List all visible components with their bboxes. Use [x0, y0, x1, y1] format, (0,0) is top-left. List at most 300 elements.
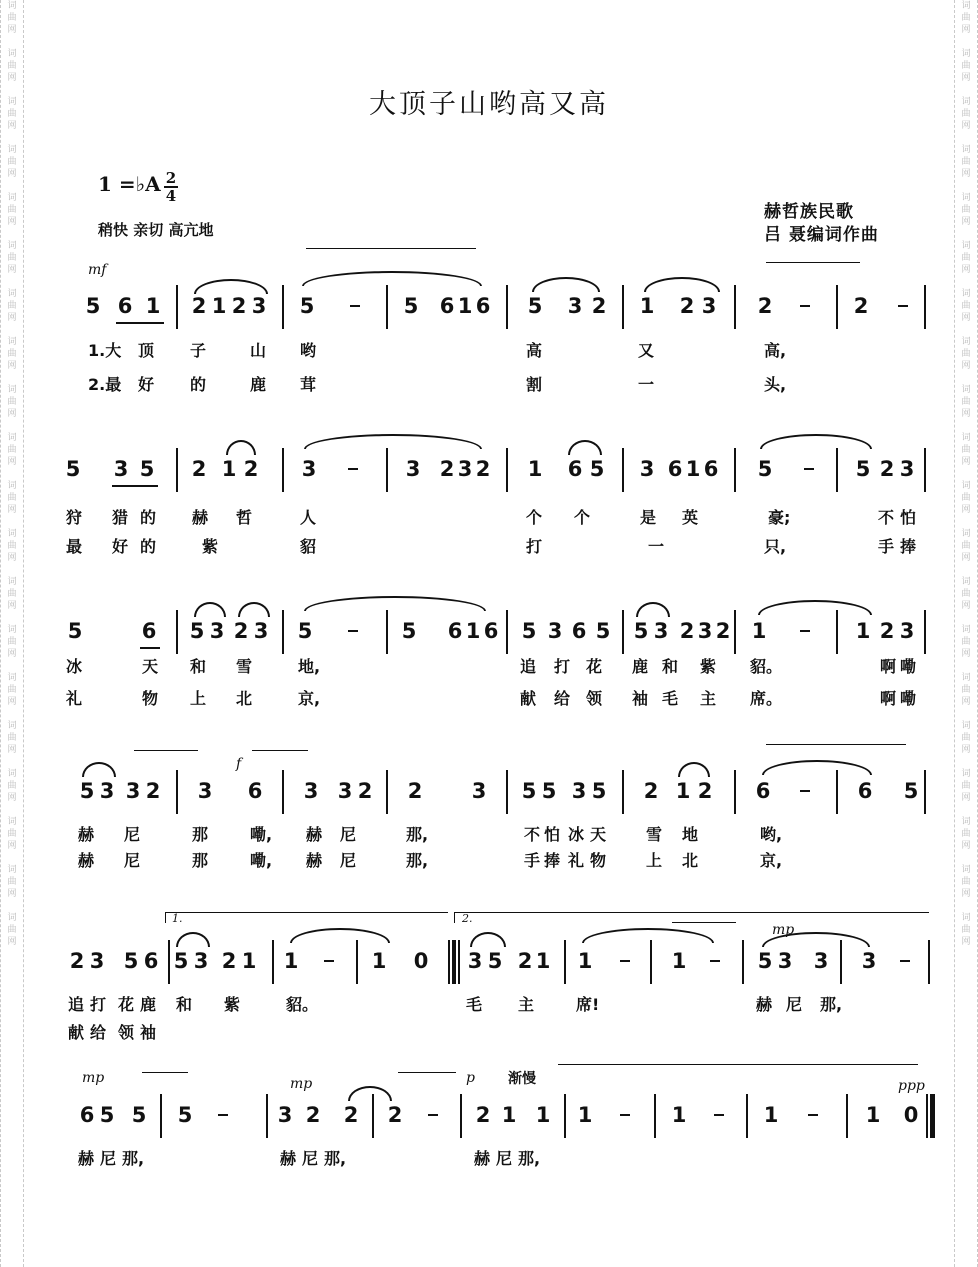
score-line-5	[60, 940, 940, 980]
note: 3	[639, 457, 655, 481]
note: 2	[475, 457, 491, 481]
lyric-syllable: 赫	[306, 851, 323, 870]
note: 1	[675, 779, 691, 803]
watermark-char: 曲	[7, 589, 17, 599]
lyrics-line-3-verse-2	[60, 686, 940, 710]
note: 6	[247, 779, 263, 803]
lyric-syllable: 猎	[112, 508, 129, 527]
lyrics-line-1-verse-2	[60, 372, 940, 396]
lyrics-line-6	[60, 1146, 940, 1170]
note: 3	[861, 949, 877, 973]
note: 5	[139, 457, 155, 481]
slur	[762, 760, 872, 775]
note: 1	[577, 949, 593, 973]
beam	[112, 485, 158, 487]
watermark-gap	[955, 804, 977, 816]
watermark-char: 网	[961, 265, 971, 275]
note: 2	[879, 457, 895, 481]
note: 6	[143, 949, 159, 973]
watermark-char: 词	[7, 97, 17, 107]
lyric-syllable: 和	[176, 995, 193, 1014]
watermark-strip-left	[0, 0, 24, 1267]
note: 1	[241, 949, 257, 973]
lyric-syllable: 尼	[496, 1149, 513, 1168]
lyric-syllable: 尼	[124, 825, 141, 844]
note: 3	[337, 779, 353, 803]
lyric-syllable: 献	[520, 689, 537, 708]
slur	[678, 762, 710, 777]
lyric-syllable: 茸	[300, 375, 317, 394]
note: 1	[855, 619, 871, 643]
note: 6	[447, 619, 463, 643]
note: 5	[521, 619, 537, 643]
watermark-char: 网	[961, 25, 971, 35]
watermark-char: 词	[961, 97, 971, 107]
barline	[836, 610, 838, 654]
barline	[458, 940, 460, 984]
note: 3	[547, 619, 563, 643]
watermark-gap	[1, 276, 23, 288]
note: 5	[85, 294, 101, 318]
slur	[194, 602, 226, 617]
lyric-syllable: 尼	[100, 1149, 117, 1168]
note: 5	[79, 779, 95, 803]
note: 5	[299, 294, 315, 318]
lyric-syllable: 领	[118, 1023, 135, 1042]
watermark-char: 网	[7, 793, 17, 803]
note: 1	[283, 949, 299, 973]
lyric-syllable: 领	[586, 689, 603, 708]
crescendo-mark	[306, 248, 476, 257]
barline	[386, 770, 388, 814]
note: 1	[671, 949, 687, 973]
lyric-syllable: 物	[590, 851, 607, 870]
watermark-char: 曲	[7, 61, 17, 71]
note: 5	[527, 294, 543, 318]
lyric-syllable: 赫	[306, 825, 323, 844]
lyric-syllable: 赫	[280, 1149, 297, 1168]
note: 5	[757, 949, 773, 973]
watermark-char: 曲	[7, 541, 17, 551]
watermark-char: 曲	[961, 637, 971, 647]
slur	[636, 602, 670, 617]
note: 5	[403, 294, 419, 318]
lyric-syllable: 上	[190, 689, 207, 708]
watermark-char: 网	[7, 697, 17, 707]
note: 5	[521, 779, 537, 803]
lyric-syllable: 个	[574, 508, 591, 527]
watermark-gap	[1, 180, 23, 192]
note: 5	[177, 1103, 193, 1127]
lyric-syllable: 捧	[544, 851, 561, 870]
note: 1	[535, 949, 551, 973]
watermark-gap	[955, 708, 977, 720]
lyric-syllable: 狩	[66, 508, 83, 527]
lyric-syllable: 给	[554, 689, 571, 708]
lyric-syllable: 好	[112, 537, 129, 556]
barline	[168, 940, 170, 984]
lyric-syllable: 献	[68, 1023, 85, 1042]
watermark-char: 词	[961, 529, 971, 539]
watermark-char: 曲	[961, 301, 971, 311]
note: 1	[751, 619, 767, 643]
note: 1	[577, 1103, 593, 1127]
watermark-char: 曲	[961, 733, 971, 743]
watermark-char: 网	[7, 889, 17, 899]
note: 5	[189, 619, 205, 643]
watermark-char: 网	[7, 601, 17, 611]
watermark-gap	[1, 516, 23, 528]
barline	[386, 610, 388, 654]
barline	[386, 448, 388, 492]
barline	[928, 940, 930, 984]
note: 5	[757, 457, 773, 481]
barline	[836, 448, 838, 492]
watermark-gap	[955, 468, 977, 480]
note: 1	[371, 949, 387, 973]
lyric-syllable: 毛	[662, 689, 679, 708]
barline	[622, 285, 624, 329]
lyric-syllable: 一	[648, 537, 665, 556]
watermark-char: 词	[961, 481, 971, 491]
lyric-syllable: 毛	[466, 995, 483, 1014]
watermark-gap	[1, 900, 23, 912]
note: 3	[193, 949, 209, 973]
note: 2	[591, 294, 607, 318]
barline	[266, 1094, 268, 1138]
lyric-syllable: 怕	[544, 825, 561, 844]
slur	[758, 600, 872, 615]
lyric-syllable: 袖	[140, 1023, 157, 1042]
final-barline-thick	[930, 1094, 935, 1138]
note: 2	[243, 457, 259, 481]
note: 6	[483, 619, 499, 643]
note: 3	[197, 779, 213, 803]
lyric-syllable: 北	[236, 689, 253, 708]
repeat-barline	[448, 940, 450, 984]
dynamic-mp: mp	[290, 1076, 313, 1092]
watermark-char: 词	[7, 433, 17, 443]
watermark-char: 曲	[7, 205, 17, 215]
note: 6	[141, 619, 157, 643]
crescendo-mark	[766, 744, 906, 753]
watermark-char: 网	[7, 409, 17, 419]
watermark-gap	[955, 372, 977, 384]
lyric-syllable: 礼	[568, 851, 585, 870]
slur	[470, 932, 506, 947]
note: 2	[145, 779, 161, 803]
watermark-char: 曲	[7, 301, 17, 311]
dash	[324, 960, 334, 962]
barline	[564, 1094, 566, 1138]
watermark-char: 网	[961, 169, 971, 179]
lyric-syllable: 赫	[756, 995, 773, 1014]
watermark-char: 词	[7, 337, 17, 347]
dash	[800, 790, 810, 792]
lyric-syllable: 嘞	[900, 657, 917, 676]
watermark-char: 词	[7, 817, 17, 827]
watermark-gap	[1, 468, 23, 480]
watermark-gap	[1, 36, 23, 48]
watermark-char: 曲	[7, 637, 17, 647]
lyric-syllable: 高	[526, 341, 543, 360]
watermark-char: 曲	[7, 109, 17, 119]
watermark-gap	[1, 804, 23, 816]
barline	[386, 285, 388, 329]
lyric-syllable: 子	[190, 341, 207, 360]
slur	[348, 1086, 392, 1101]
note: 3	[697, 619, 713, 643]
note: 6	[475, 294, 491, 318]
lyric-syllable: 冰	[568, 825, 585, 844]
watermark-strip-right	[954, 0, 978, 1267]
watermark-char: 曲	[961, 589, 971, 599]
note: 2	[715, 619, 731, 643]
watermark-char: 词	[961, 721, 971, 731]
note: 2	[697, 779, 713, 803]
watermark-char: 词	[7, 385, 17, 395]
dash	[218, 1114, 228, 1116]
lyric-syllable: 赫	[474, 1149, 491, 1168]
dash	[714, 1114, 724, 1116]
lyric-syllable: 不	[878, 508, 895, 527]
dynamic-mf: mf	[88, 262, 107, 278]
note: 3	[653, 619, 669, 643]
lyric-syllable: 打	[90, 995, 107, 1014]
watermark-gap	[1, 228, 23, 240]
barline	[272, 940, 274, 984]
note: 3	[701, 294, 717, 318]
volta-2-label: 2.	[462, 912, 473, 925]
watermark-gap	[955, 564, 977, 576]
lyric-syllable: 尼	[786, 995, 803, 1014]
note: 1	[145, 294, 161, 318]
lyric-syllable: 紫	[202, 537, 219, 556]
lyric-syllable: 主	[518, 995, 535, 1014]
watermark-char: 网	[961, 361, 971, 371]
watermark-char: 词	[7, 769, 17, 779]
watermark-char: 曲	[961, 13, 971, 23]
watermark-char: 曲	[7, 829, 17, 839]
lyric-syllable: 紫	[700, 657, 717, 676]
note: 6	[755, 779, 771, 803]
lyric-syllable: 貂	[300, 537, 317, 556]
watermark-gap	[1, 564, 23, 576]
lyric-syllable: 赫	[78, 1149, 95, 1168]
note: 5	[855, 457, 871, 481]
watermark-char: 词	[7, 289, 17, 299]
note: 3	[571, 779, 587, 803]
slur	[238, 602, 270, 617]
lyric-syllable: 给	[90, 1023, 107, 1042]
watermark-char: 词	[7, 577, 17, 587]
lyric-syllable: 尼	[340, 851, 357, 870]
dash	[350, 305, 360, 307]
score-line-2	[60, 448, 940, 488]
lyric-syllable: 地,	[298, 657, 321, 676]
dynamic-mp: mp	[82, 1070, 105, 1086]
watermark-gap	[955, 612, 977, 624]
watermark-char: 网	[7, 121, 17, 131]
barline	[924, 448, 926, 492]
barline	[160, 1094, 162, 1138]
note: 2	[517, 949, 533, 973]
watermark-gap	[1, 420, 23, 432]
note: 5	[99, 1103, 115, 1127]
note: 0	[903, 1103, 919, 1127]
watermark-char: 曲	[7, 493, 17, 503]
lyrics-line-5-verse-2	[60, 1020, 940, 1044]
watermark-char: 网	[7, 505, 17, 515]
note: 3	[467, 949, 483, 973]
beam	[140, 647, 160, 649]
note: 3	[899, 457, 915, 481]
lyric-syllable: 追	[520, 657, 537, 676]
lyric-syllable: 的	[140, 537, 157, 556]
watermark-gap	[1, 324, 23, 336]
watermark-char: 曲	[961, 445, 971, 455]
decrescendo-mark	[142, 1072, 188, 1081]
watermark-char: 曲	[7, 685, 17, 695]
watermark-gap	[955, 420, 977, 432]
slur	[760, 434, 872, 449]
note: 5	[589, 457, 605, 481]
lyric-syllable: 上	[646, 851, 663, 870]
lyric-syllable: 主	[700, 689, 717, 708]
note: 3	[899, 619, 915, 643]
barline	[282, 285, 284, 329]
note: 5	[65, 457, 81, 481]
watermark-char: 曲	[961, 109, 971, 119]
slur	[302, 271, 482, 286]
watermark-char: 词	[7, 625, 17, 635]
ritardando-marking: 渐慢	[508, 1071, 536, 1087]
barline	[506, 448, 508, 492]
watermark-char: 曲	[7, 349, 17, 359]
barline	[650, 940, 652, 984]
note: 2	[475, 1103, 491, 1127]
decrescendo-mark	[252, 750, 308, 759]
lyric-syllable: 是	[640, 508, 657, 527]
repeat-barline-thick	[452, 940, 456, 984]
lyric-syllable: 英	[682, 508, 699, 527]
slur	[644, 277, 720, 292]
note: 2	[387, 1103, 403, 1127]
lyric-syllable: 京,	[298, 689, 321, 708]
lyric-syllable: 紫	[224, 995, 241, 1014]
lyric-syllable: 人	[300, 508, 317, 527]
watermark-char: 词	[961, 625, 971, 635]
note: 2	[231, 294, 247, 318]
lyrics-line-5-verse-1	[60, 992, 940, 1016]
note: 2	[221, 949, 237, 973]
watermark-char: 曲	[961, 877, 971, 887]
note: 3	[457, 457, 473, 481]
note: 0	[413, 949, 429, 973]
watermark-char: 曲	[7, 397, 17, 407]
beam	[116, 322, 164, 324]
watermark-char: 词	[7, 481, 17, 491]
watermark-gap	[955, 132, 977, 144]
note: 3	[125, 779, 141, 803]
note: 5	[595, 619, 611, 643]
watermark-char: 曲	[7, 733, 17, 743]
watermark-char: 网	[961, 409, 971, 419]
lyric-syllable: 打	[526, 537, 543, 556]
watermark-char: 曲	[961, 61, 971, 71]
barline	[506, 285, 508, 329]
note: 6	[439, 294, 455, 318]
watermark-char: 网	[7, 217, 17, 227]
song-title: 大顶子山哟高又高	[369, 89, 609, 120]
barline	[372, 1094, 374, 1138]
barline	[836, 770, 838, 814]
note: 3	[99, 779, 115, 803]
watermark-char: 词	[961, 673, 971, 683]
lyric-syllable: 和	[190, 657, 207, 676]
watermark-char: 词	[961, 433, 971, 443]
score-line-4	[60, 770, 940, 810]
watermark-char: 词	[961, 769, 971, 779]
watermark-char: 网	[7, 313, 17, 323]
barline	[734, 285, 736, 329]
lyric-syllable: 的	[190, 375, 207, 394]
lyric-syllable: 冰	[66, 657, 83, 676]
lyrics-line-4-verse-1	[60, 822, 940, 846]
note: 6	[857, 779, 873, 803]
lyric-syllable: 鹿	[632, 657, 649, 676]
watermark-char: 曲	[961, 829, 971, 839]
watermark-gap	[955, 900, 977, 912]
lyric-syllable: 割	[526, 375, 543, 394]
decrescendo-mark	[398, 1072, 456, 1081]
watermark-char: 曲	[961, 253, 971, 263]
note: 2	[853, 294, 869, 318]
watermark-char: 网	[7, 361, 17, 371]
lyrics-line-2-verse-2	[60, 534, 940, 558]
credit-composer: 吕 聂编词作曲	[764, 225, 879, 245]
dynamic-f: f	[236, 756, 242, 772]
lyric-syllable: 怕	[900, 508, 917, 527]
dash	[804, 468, 814, 470]
note: 2	[679, 619, 695, 643]
lyric-syllable: 地	[682, 825, 699, 844]
note: 2	[679, 294, 695, 318]
note: 5	[903, 779, 919, 803]
dynamic-ppp: ppp	[898, 1078, 925, 1094]
watermark-char: 曲	[961, 781, 971, 791]
note: 3	[277, 1103, 293, 1127]
watermark-gap	[1, 948, 23, 960]
lyric-syllable: 赫	[78, 825, 95, 844]
decrescendo-mark	[766, 262, 860, 271]
lyric-syllable: 高,	[764, 341, 787, 360]
note: 5	[541, 779, 557, 803]
watermark-gap	[955, 516, 977, 528]
barline	[836, 285, 838, 329]
watermark-char: 词	[961, 385, 971, 395]
watermark-char: 词	[961, 913, 971, 923]
watermark-char: 词	[961, 49, 971, 59]
lyric-syllable: 那,	[406, 825, 429, 844]
barline	[924, 770, 926, 814]
note: 1	[639, 294, 655, 318]
tempo-marking: 稍快 亲切 高亢地	[98, 221, 214, 239]
watermark-char: 词	[961, 289, 971, 299]
watermark-char: 网	[961, 889, 971, 899]
lyric-syllable: 好	[138, 375, 155, 394]
lyric-syllable: 头,	[764, 375, 787, 394]
